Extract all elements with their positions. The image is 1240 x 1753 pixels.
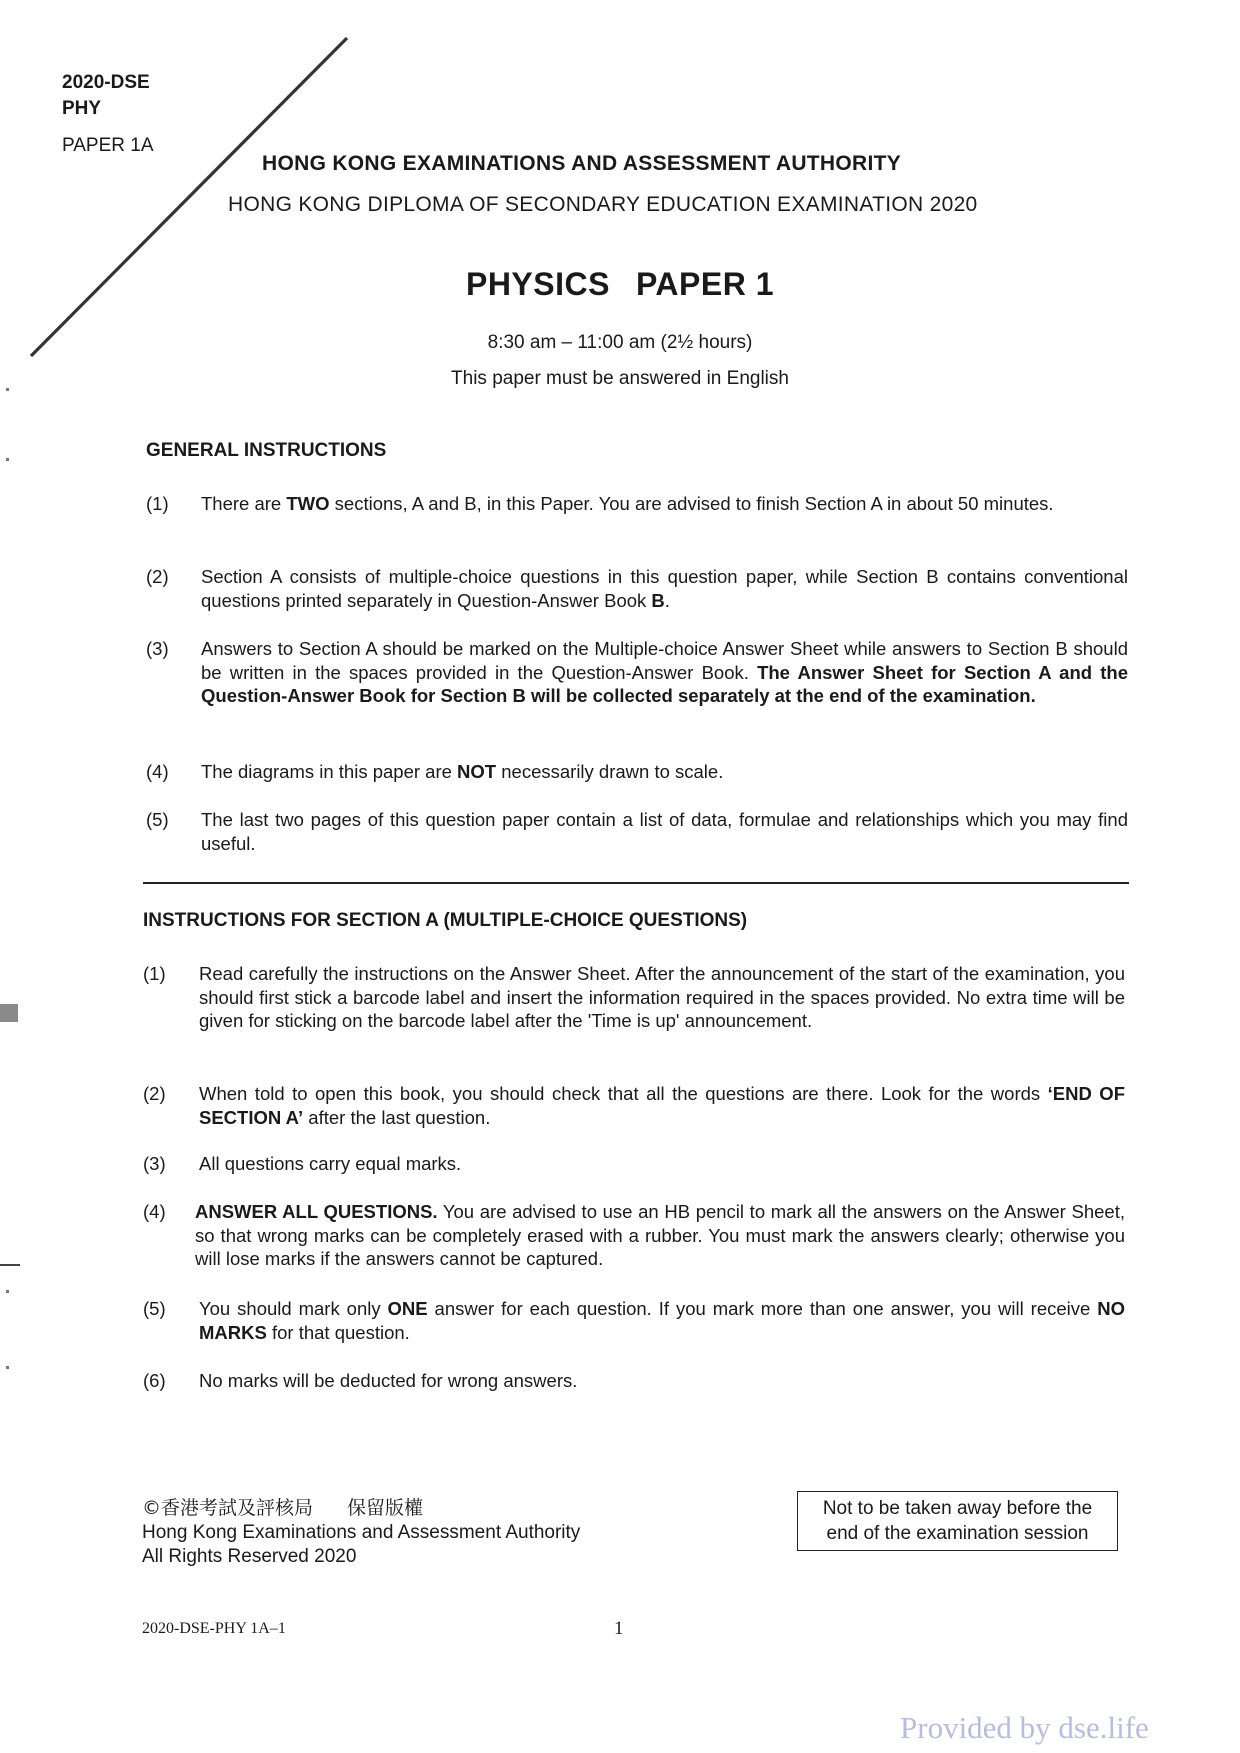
item-number: (5) [143, 1298, 166, 1319]
list-item [146, 637, 1136, 737]
item-text: There are TWO sections, A and B, in this Paper. You are advised to finish Section A in about 50 minutes. [201, 493, 1054, 514]
scan-mark [0, 1264, 20, 1266]
item-text: Read carefully the instructions on the Answer Sheet. After the announcement of the start of the examination, you should first stick a barcode label and insert the information required in the spaces provided. No extra time will be given for sticking on the barcode label after the 'Time is up' announcement. [199, 963, 1125, 1031]
page-title [0, 266, 1240, 303]
item-number: (4) [146, 761, 169, 782]
item-number: (6) [143, 1370, 166, 1391]
paper-code-line2: PHY [62, 98, 102, 119]
scan-mark [6, 458, 9, 461]
copyright-block [142, 1496, 580, 1570]
item-number: (3) [146, 638, 169, 659]
footer-code: 2020-DSE-PHY 1A–1 [142, 1620, 286, 1637]
exam-time: 8:30 am – 11:00 am (2½ hours) [487, 332, 753, 353]
copyright-chinese: ©香港考試及評核局 保留版權 [142, 1497, 424, 1519]
list-item [146, 808, 1136, 858]
copyright-line2: All Rights Reserved 2020 [142, 1546, 357, 1567]
list-item [143, 1297, 1133, 1347]
list-item [143, 1152, 1133, 1178]
list-item [146, 492, 1136, 542]
list-item [143, 1369, 1133, 1395]
item-number: (3) [143, 1153, 166, 1174]
notice-line1: Not to be taken away before the [822, 1498, 1093, 1519]
paper-title: PAPER 1 [635, 266, 775, 302]
watermark: Provided by dse.life [900, 1710, 1149, 1745]
item-number: (2) [146, 566, 169, 587]
list-item [143, 1082, 1133, 1132]
item-number: (4) [143, 1201, 166, 1222]
scan-mark [6, 388, 9, 391]
notice-line2: end of the examination session [826, 1522, 1089, 1544]
item-text: Section A consists of multiple-choice questions in this question paper, while Section B contains conventional questions printed separately in Question-Answer Book B. [201, 566, 1128, 611]
item-text: When told to open this book, you should check that all the questions are there. Look for the words ‘END OF SECTION A’ after the last question. [199, 1083, 1125, 1128]
scan-mark [6, 1366, 9, 1369]
item-number: (1) [143, 963, 166, 984]
paper-code-line1: 2020-DSE [62, 72, 150, 93]
notice-box [797, 1491, 1118, 1551]
language-note: This paper must be answered in English [451, 368, 789, 389]
scan-mark [6, 1290, 9, 1293]
section-a-heading: INSTRUCTIONS FOR SECTION A (MULTIPLE-CHOICE QUESTIONS) [143, 910, 748, 931]
scan-mark [0, 1004, 18, 1022]
subject-title: PHYSICS [465, 266, 610, 302]
item-text: ANSWER ALL QUESTIONS. You are advised to use an HB pencil to mark all the answers on the Answer Sheet, so that wrong marks can be completely erased with a rubber. You must mark the answers clearly; otherwise you will lose marks if the answers cannot be captured. [195, 1201, 1125, 1269]
exam-name: HONG KONG DIPLOMA OF SECONDARY EDUCATION EXAMINATION 2020 [228, 193, 978, 216]
item-text: All questions carry equal marks. [199, 1153, 462, 1174]
item-text: The last two pages of this question paper contain a list of data, formulae and relationships which you may find useful. [201, 809, 1128, 854]
list-item [146, 565, 1136, 615]
section-divider [143, 882, 1129, 884]
item-text: Answers to Section A should be marked on the Multiple-choice Answer Sheet while answers to Section B should be written in the spaces provided in the Question-Answer Book. The Answer Sheet for Section A and the Question-Answer Book for Section B will be collected separately at the end of the examination. [201, 638, 1128, 706]
copyright-line1: Hong Kong Examinations and Assessment Authority [142, 1521, 581, 1543]
item-number: (1) [146, 493, 169, 514]
item-number: (5) [146, 809, 169, 830]
item-text: The diagrams in this paper are NOT necessarily drawn to scale. [201, 761, 724, 782]
authority-name: HONG KONG EXAMINATIONS AND ASSESSMENT AUTHORITY [262, 152, 902, 175]
page-number: 1 [614, 1618, 624, 1639]
diagonal-slash-line [0, 0, 360, 380]
item-text: You should mark only ONE answer for each question. If you mark more than one answer, you will receive NO MARKS for that question. [199, 1298, 1125, 1343]
general-instructions-heading: GENERAL INSTRUCTIONS [146, 440, 387, 461]
list-item [146, 760, 1136, 786]
item-number: (2) [143, 1083, 166, 1104]
item-text: No marks will be deducted for wrong answers. [199, 1370, 578, 1391]
paper-number: PAPER 1A [62, 135, 154, 156]
list-item [143, 1200, 1133, 1275]
list-item [143, 962, 1133, 1062]
